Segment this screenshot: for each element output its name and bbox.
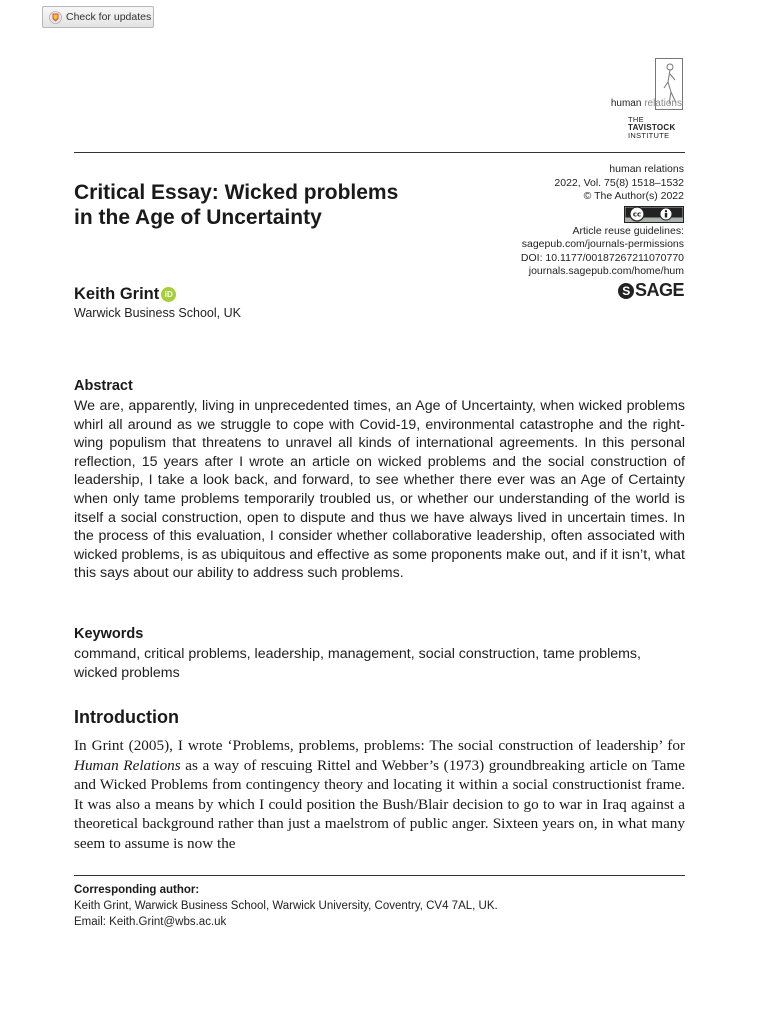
intro-journal-italic: Human Relations	[74, 756, 181, 774]
abstract-text: We are, apparently, living in unprecedented times, an Age of Uncertainty, when wicked problems whirl all around as we struggle to cope with Covid-19, environmental catastrophe and the right-wing populism that threatens to unravel all kinds of international agreements. In this personal reflection, 15 years after I wrote an article on wicked problems and the social construction of leadership, I take a look back, and forward, to see whether there ever was an Age of Certainty when only tame problems temporarily troubled us, or whether our understanding of the world is itself a social construction, open to dispute and thus we have always lived in uncertain times. In the process of this evaluation, I consider whether collaborative leadership, often associated with wicked problems, is as ubiquitous and effective as some proponents make out, and if it isn’t, what this says about our ability to address such problems.	[74, 398, 685, 582]
intro-text-part-1: In Grint (2005), I wrote ‘Problems, problems, problems: The social construction of leadership’ for	[74, 737, 685, 754]
meta-journal: human relations	[609, 163, 684, 175]
author-name	[74, 285, 176, 304]
svg-text:cc: cc	[632, 210, 642, 218]
author-name-text: Keith Grint	[74, 285, 160, 303]
tavistock-institute-logo	[628, 116, 686, 140]
tavistock-line-3: INSTITUTE	[628, 131, 670, 140]
sage-s-icon: S	[618, 283, 634, 299]
keywords-heading: Keywords	[74, 626, 144, 642]
keywords-text: command, critical problems, leadership, management, social construction, tame problems, wicked problems	[74, 646, 641, 681]
introduction-heading: Introduction	[74, 707, 179, 727]
corresponding-author-email[interactable]: Email: Keith.Grint@wbs.ac.uk	[74, 916, 227, 928]
cc-by-icon[interactable]	[624, 206, 684, 223]
check-for-updates-label: Check for updates	[66, 11, 152, 23]
meta-reuse-label: Article reuse guidelines:	[572, 224, 684, 237]
tavistock-line-2: TAVISTOCK	[628, 123, 676, 132]
sage-logo	[618, 280, 684, 301]
sage-wordmark: SAGE	[634, 280, 684, 300]
introduction-paragraph	[74, 736, 685, 854]
article-title-line-1: Critical Essay: Wicked problems	[74, 181, 399, 204]
journal-logo-text	[611, 98, 682, 109]
author-affiliation: Warwick Business School, UK	[74, 306, 241, 320]
meta-volume: 2022, Vol. 75(8) 1518–1532	[554, 176, 684, 189]
footer-divider	[74, 875, 685, 876]
corresponding-author-address: Keith Grint, Warwick Business School, Warwick University, Coventry, CV4 7AL, UK.	[74, 900, 498, 912]
intro-text-part-2: as a way of rescuing Rittel and Webber’s (1973) groundbreaking article on Tame and Wicked Problems from contingency theory and locating it within a social constructionist frame. It was also a means by which I could position the Bush/Blair decision to go to war in Iraq against a theoretical background rather than just a maelstrom of public anger. Sixteen years on, in what many seem to assume is now the	[74, 756, 685, 852]
journal-logo-word-human: human	[610, 98, 642, 109]
article-metadata	[424, 163, 684, 279]
article-title-line-2: in the Age of Uncertainty	[74, 206, 322, 229]
meta-journal-link[interactable]: journals.sagepub.com/home/hum	[528, 265, 684, 277]
tavistock-line-1: THE	[628, 115, 644, 124]
orcid-icon[interactable]: iD	[161, 287, 176, 302]
check-for-updates-button[interactable]	[42, 6, 154, 28]
meta-reuse-link[interactable]: sagepub.com/journals-permissions	[521, 238, 684, 250]
meta-copyright: © The Author(s) 2022	[583, 190, 684, 202]
journal-logo-word-relations: relations	[644, 98, 682, 109]
abstract-heading: Abstract	[74, 378, 133, 394]
corresponding-author-heading: Corresponding author:	[74, 884, 200, 896]
header-divider	[74, 152, 685, 153]
meta-doi[interactable]: DOI: 10.1177/00187267211070770	[520, 251, 684, 264]
crossmark-icon	[49, 11, 62, 24]
